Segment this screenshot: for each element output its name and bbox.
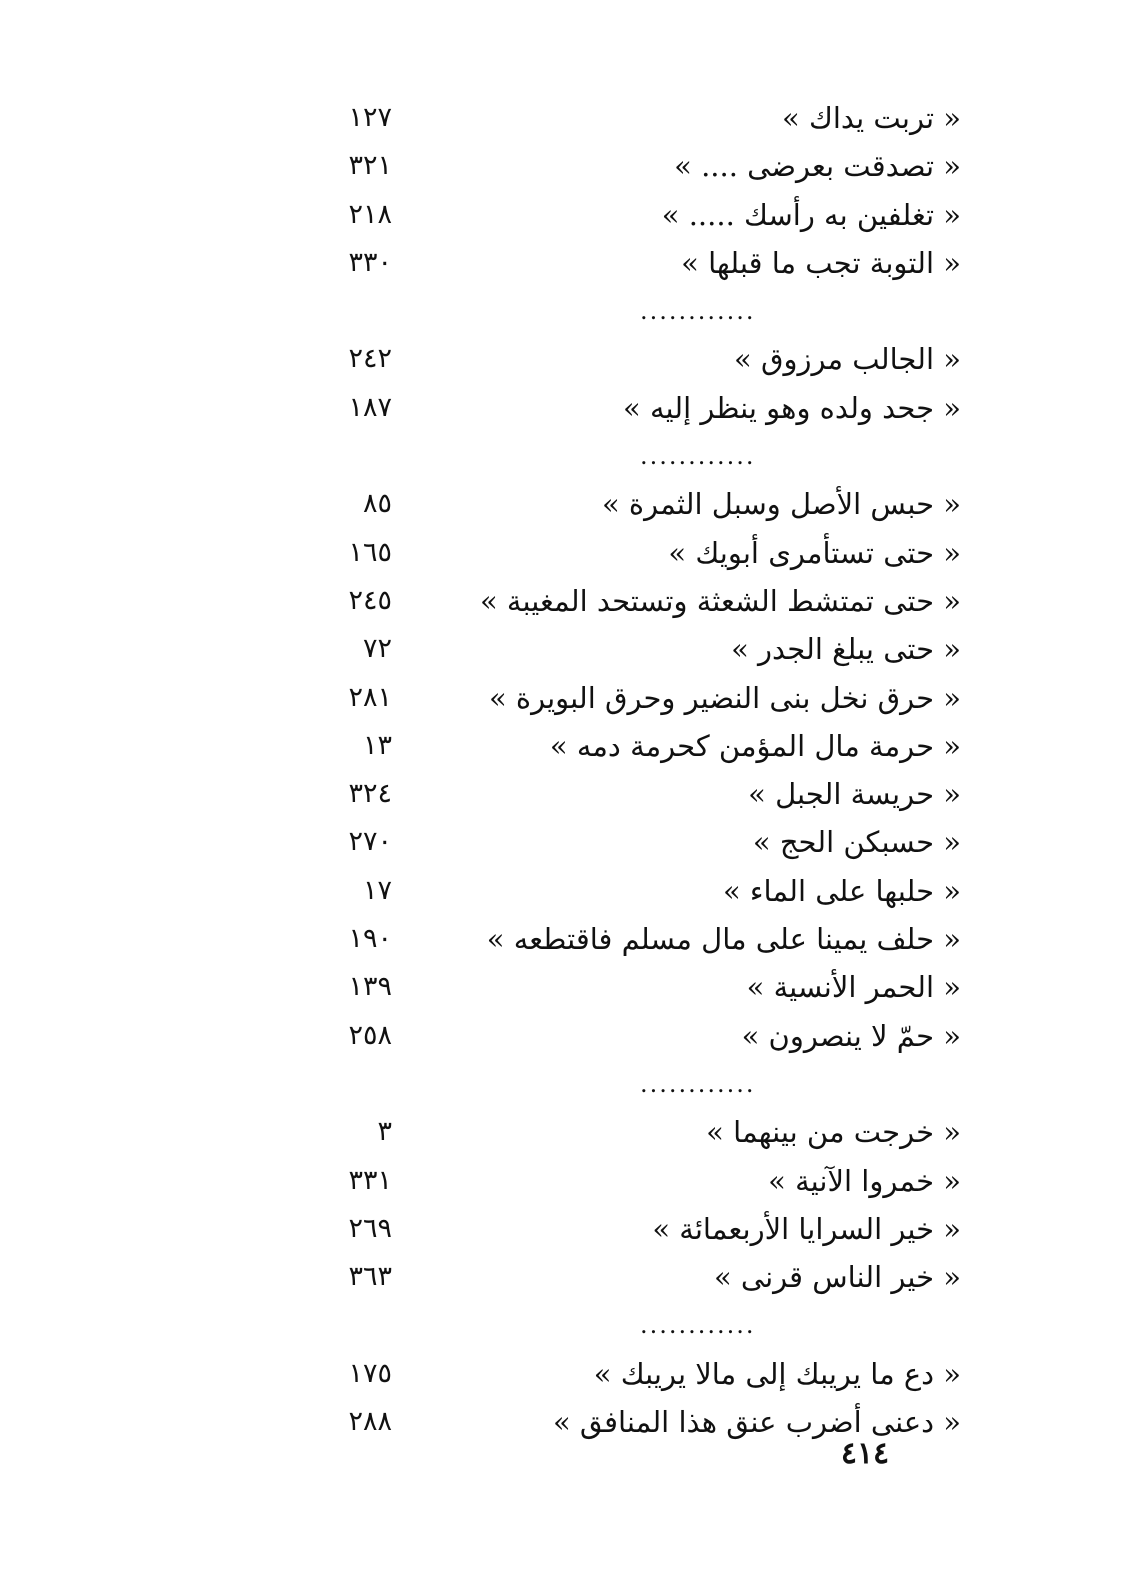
- section-separator: [0, 289, 1139, 337]
- hadith-phrase: « حمّ لا ينصرون »: [741, 1018, 961, 1053]
- hadith-phrase: « جحد ولده وهو ينظر إليه »: [622, 390, 961, 425]
- index-entry: [0, 531, 1139, 579]
- index-entry: [0, 724, 1139, 772]
- hadith-phrase: « حلبها على الماء »: [722, 873, 961, 908]
- index-entry: [0, 386, 1139, 434]
- page-reference: ٢٤٢: [348, 343, 392, 375]
- hadith-phrase: « حريسة الجبل »: [748, 777, 961, 812]
- hadith-index-list: [0, 96, 1139, 1448]
- hadith-phrase: « حبس الأصل وسبل الثمرة »: [601, 487, 961, 522]
- index-entry: [0, 241, 1139, 289]
- hadith-phrase: « تصدقت بعرضى .... »: [674, 149, 961, 184]
- page-reference: ٢٥٨: [348, 1019, 392, 1051]
- index-entry: [0, 1255, 1139, 1303]
- index-entry: [0, 965, 1139, 1013]
- hadith-phrase: « حتى تستأمرى أبويك »: [668, 535, 961, 570]
- separator-dots: ............: [640, 297, 756, 326]
- hadith-phrase: « خرجت من بينهما »: [706, 1115, 961, 1150]
- index-entry: [0, 1110, 1139, 1158]
- separator-dots: ............: [640, 442, 756, 471]
- hadith-phrase: « حرق نخل بنى النضير وحرق البويرة »: [488, 680, 961, 715]
- index-entry: [0, 1352, 1139, 1400]
- hadith-phrase: « تغلفين به رأسك ..... »: [661, 197, 961, 232]
- page-reference: ١٢٧: [348, 102, 392, 133]
- separator-dots: ............: [640, 1069, 756, 1098]
- hadith-phrase: « خير السرايا الأربعمائة »: [652, 1211, 961, 1246]
- page-reference: ٢٧٠: [348, 826, 392, 858]
- page-reference: ١٩٠: [348, 923, 392, 955]
- index-entry: [0, 772, 1139, 820]
- page-reference: ١٣: [362, 729, 392, 761]
- page-reference: ١٨٧: [348, 391, 392, 423]
- index-entry: [0, 869, 1139, 917]
- section-separator: [0, 1303, 1139, 1351]
- hadith-phrase: « التوبة تجب ما قبلها »: [681, 245, 961, 280]
- index-entry: [0, 1400, 1139, 1448]
- hadith-phrase: « حرمة مال المؤمن كحرمة دمه »: [549, 728, 961, 763]
- page-reference: ٢٦٩: [348, 1212, 392, 1244]
- index-entry: [0, 1207, 1139, 1255]
- page-reference: ٢٤٥: [348, 584, 392, 616]
- separator-dots: ............: [640, 1311, 756, 1340]
- index-entry: [0, 917, 1139, 965]
- page-number: ٤١٤: [840, 1436, 890, 1471]
- page-reference: ٣: [377, 1116, 392, 1148]
- hadith-phrase: « الحمر الأنسية »: [746, 970, 961, 1005]
- index-entry: [0, 193, 1139, 241]
- index-entry: [0, 676, 1139, 724]
- hadith-phrase: « تربت يداك »: [781, 101, 961, 135]
- page-reference: ٢٨٨: [348, 1406, 392, 1438]
- hadith-phrase: « حتى تمتشط الشعثة وتستحد المغيبة »: [479, 583, 961, 618]
- page-reference: ٢١٨: [348, 198, 392, 230]
- page-reference: ٨٥: [362, 488, 392, 520]
- hadith-phrase: « الجالب مرزوق »: [734, 342, 961, 377]
- index-entry: [0, 1159, 1139, 1207]
- page-reference: ١٦٥: [348, 536, 392, 568]
- index-entry: [0, 144, 1139, 192]
- hadith-phrase: « دع ما يريبك إلى مالا يريبك »: [593, 1356, 961, 1391]
- page-reference: ٣٢١: [348, 150, 392, 182]
- hadith-phrase: « حتى يبلغ الجدر »: [731, 632, 961, 667]
- page-reference: ١٣٩: [348, 971, 392, 1003]
- section-separator: [0, 434, 1139, 482]
- hadith-phrase: « خمروا الآنية »: [768, 1163, 961, 1198]
- index-entry: [0, 96, 1139, 144]
- index-entry: [0, 337, 1139, 385]
- page-reference: ٣٢٤: [348, 778, 392, 810]
- hadith-phrase: « دعنى أضرب عنق هذا المنافق »: [552, 1405, 961, 1440]
- page-reference: ٢٨١: [348, 681, 392, 713]
- hadith-phrase: « حسبكن الحج »: [752, 825, 961, 860]
- page-reference: ٣٣٠: [348, 246, 392, 278]
- section-separator: [0, 1062, 1139, 1110]
- index-entry: [0, 820, 1139, 868]
- page-reference: ١٧٥: [348, 1357, 392, 1389]
- index-entry: [0, 1014, 1139, 1062]
- hadith-phrase: « خير الناس قرنى »: [713, 1260, 961, 1295]
- page-reference: ١٧: [362, 874, 392, 906]
- index-entry: [0, 627, 1139, 675]
- page-reference: ٣٦٣: [348, 1261, 392, 1293]
- hadith-phrase: « حلف يمينا على مال مسلم فاقتطعه »: [486, 922, 961, 957]
- index-entry: [0, 579, 1139, 627]
- page-reference: ٧٢: [362, 633, 392, 665]
- page-reference: ٣٣١: [348, 1164, 392, 1196]
- index-entry: [0, 482, 1139, 530]
